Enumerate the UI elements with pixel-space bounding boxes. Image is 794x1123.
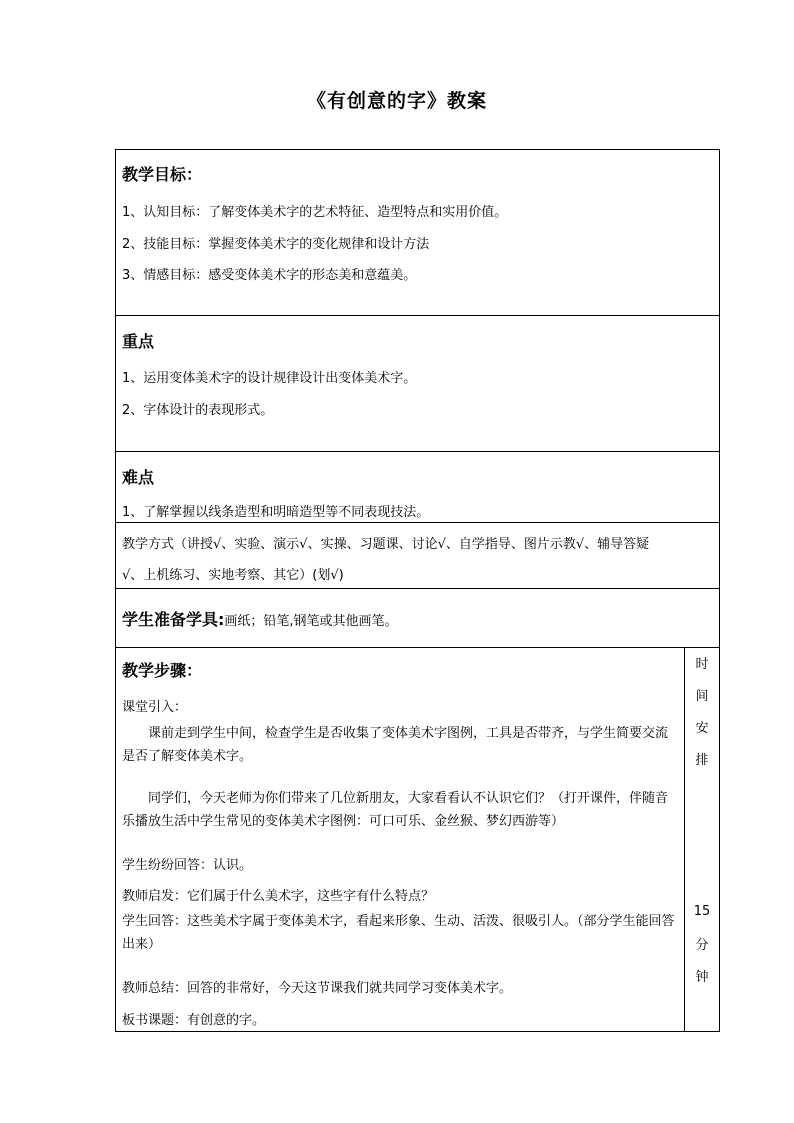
steps-paragraph-2: 同学们，今天老师为你们带来了几位新朋友，大家看看认不认识它们？（打开课件，伴随音乐播放生活中学生常见的变体美术字图例：可口可乐、金丝猴、梦幻西游等） bbox=[122, 791, 669, 829]
steps-line-4: 板书课题：有创意的字。 bbox=[122, 1013, 266, 1028]
steps-cell bbox=[115, 647, 685, 1032]
steps-line-1: 学生纷纷回答：认识。 bbox=[122, 858, 253, 873]
steps-paragraph-3: 学生回答：这些美术字属于变体美术字，看起来形象、生动、活泼、很吸引人。（部分学生能回答出来） bbox=[122, 914, 675, 952]
time-char-1: 时 bbox=[695, 657, 709, 672]
time-char-2: 间 bbox=[695, 689, 709, 704]
goal-item-1: 1、认知目标：了解变体美术字的艺术特征、造型特点和实用价值。 bbox=[122, 205, 508, 220]
key-point-item-2: 2、字体设计的表现形式。 bbox=[122, 403, 274, 418]
goal-item-3: 3、情感目标：感受变体美术字的形态美和意蕴美。 bbox=[122, 268, 417, 283]
steps-line-2: 教师启发：它们属于什么美术字，这些字有什么特点？ bbox=[122, 889, 435, 904]
key-points-heading: 重点 bbox=[122, 332, 155, 351]
key-point-item-1: 1、运用变体美术字的设计规律设计出变体美术字。 bbox=[122, 371, 417, 386]
steps-heading: 教学步骤： bbox=[122, 661, 203, 680]
methods-line-2: √、上机练习、实地考察、其它）(划√) bbox=[122, 568, 344, 583]
materials-cell bbox=[115, 588, 720, 648]
time-char-4: 排 bbox=[695, 753, 709, 768]
difficulties-heading: 难点 bbox=[122, 468, 155, 487]
lesson-plan-table bbox=[115, 149, 720, 1032]
goal-item-2: 2、技能目标：掌握变体美术字的变化规律和设计方法 bbox=[122, 237, 430, 252]
materials-text: 画纸；铅笔,钢笔或其他画笔。 bbox=[224, 614, 398, 629]
difficulties-cell bbox=[115, 451, 720, 523]
steps-paragraph-1: 课前走到学生中间，检查学生是否收集了变体美术字图例，工具是否带齐，与学生简要交流是否了解变体美术字。 bbox=[122, 726, 669, 764]
time-cell bbox=[684, 647, 720, 1032]
time-unit-char-1: 分 bbox=[695, 938, 709, 953]
materials-line bbox=[122, 607, 398, 630]
methods-line-1: 教学方式（讲授√、实验、演示√、实操、习题课、讨论√、自学指导、图片示教√、辅导答疑 bbox=[122, 537, 650, 552]
goals-cell bbox=[115, 149, 720, 316]
time-char-3: 安 bbox=[695, 721, 709, 736]
key-points-cell bbox=[115, 315, 720, 452]
document-title: 《有创意的字》教案 bbox=[306, 90, 487, 112]
methods-cell bbox=[115, 522, 720, 589]
goals-heading: 教学目标： bbox=[122, 165, 203, 184]
time-minutes: 15 bbox=[693, 904, 711, 919]
time-unit-char-2: 钟 bbox=[695, 970, 709, 985]
difficulty-item-1: 1、了解掌握以线条造型和明暗造型等不同表现技法。 bbox=[122, 505, 430, 520]
steps-line-3: 教师总结：回答的非常好，今天这节课我们就共同学习变体美术字。 bbox=[122, 981, 513, 996]
materials-label: 学生准备学具: bbox=[122, 610, 225, 629]
steps-intro: 课堂引入： bbox=[122, 700, 188, 715]
